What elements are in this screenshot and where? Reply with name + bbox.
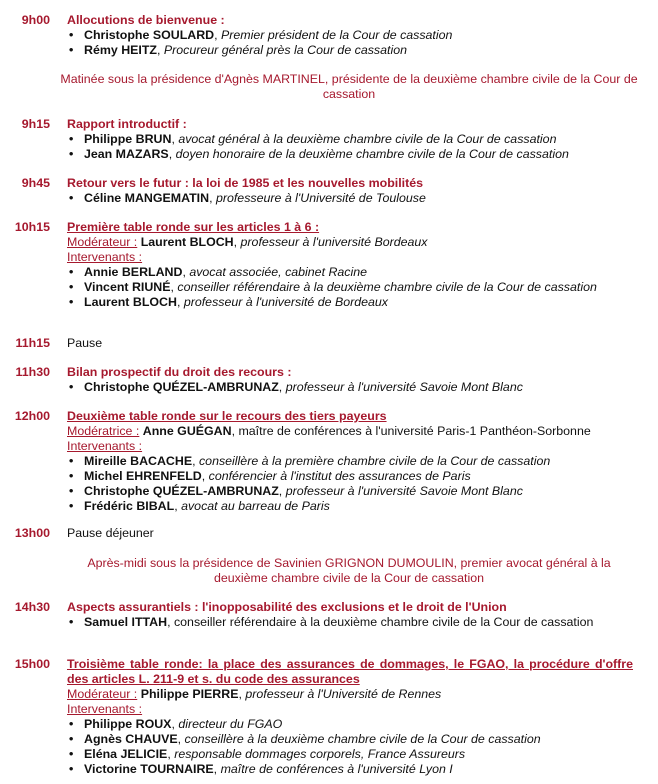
speaker: • Jean MAZARS, doyen honoraire de la deuxième chambre civile de la Cour de cassation [67,147,633,162]
speaker: • Eléna JELICIE, responsable dommages corporels, France Assureurs [67,747,633,762]
moderator-line: Modérateur : Laurent BLOCH, professeur à l'université Bordeaux [67,235,428,249]
item-title: Bilan prospectif du droit des recours : [67,365,292,379]
moderator-line: Modératrice : Anne GUÉGAN, maître de conférences à l'université Paris-1 Panthéon-Sorbonne [67,424,591,438]
item-title: Première table ronde sur les articles 1 à 6 : [67,220,320,234]
time-label: 11h30 [15,365,50,379]
item-title: Deuxième table ronde sur le recours des tiers payeurs [67,409,387,423]
speaker: • Philippe BRUN, avocat général à la deuxième chambre civile de la Cour de cassation [67,132,633,147]
session-afternoon: Après-midi sous la présidence de Savinien GRIGNON DUMOULIN, premier avocat général à la deuxième chambre civile de la Cour de cassation [87,556,611,585]
speaker: • Philippe ROUX, directeur du FGAO [67,717,633,732]
speaker-list [67,132,633,162]
item-title: Aspects assurantiels : l'inopposabilité des exclusions et le droit de l'Union [67,600,507,614]
time-label: 14h30 [14,600,50,614]
pause-text: Pause déjeuner [67,526,154,540]
speaker: • Christophe QUÉZEL-AMBRUNAZ, professeur à l'université Savoie Mont Blanc [67,484,633,499]
time-label: 10h15 [14,220,50,234]
time-label: 12h00 [14,409,50,423]
speaker: • Annie BERLAND, avocat associée, cabinet Racine [67,265,633,280]
speaker-list [67,454,633,514]
speaker: • Agnès CHAUVE, conseillère à la deuxième chambre civile de la Cour de cassation [67,732,633,747]
speaker-list [67,717,633,777]
speaker: • Victorine TOURNAIRE, maître de conférences à l'université Lyon I [67,762,633,777]
pause-text: Pause [67,336,103,350]
speaker-list [67,28,633,58]
speaker: • Laurent BLOCH, professeur à l'université de Bordeaux [67,295,633,310]
speaker: • Christophe SOULARD, Premier président de la Cour de cassation [67,28,633,43]
speakers-label: Intervenants : [67,439,143,453]
speaker: • Céline MANGEMATIN, professeure à l'Université de Toulouse [67,191,633,206]
speaker: • Samuel ITTAH, conseiller référendaire à la deuxième chambre civile de la Cour de cassation [67,615,633,630]
item-title: Rapport introductif : [67,117,187,131]
speaker: • Mireille BACACHE, conseillère à la première chambre civile de la Cour de cassation [67,454,633,469]
speaker-list [67,191,633,206]
time-label: 9h15 [21,117,50,131]
speaker-list [67,265,633,310]
speaker: • Frédéric BIBAL, avocat au barreau de Paris [67,499,633,514]
time-label: 15h00 [14,657,50,671]
speakers-label: Intervenants : [67,250,143,264]
moderator-line: Modérateur : Philippe PIERRE, professeur à l'Université de Rennes [67,687,442,701]
speaker: • Rémy HEITZ, Procureur général près la Cour de cassation [67,43,633,58]
item-title: Troisième table ronde: la place des assurances de dommages, le FGAO, la procédure d'offre des articles L. 211-9 et s. du code des assurances [67,657,633,686]
time-label: 9h00 [21,13,50,27]
speakers-label: Intervenants : [67,702,143,716]
time-label: 11h15 [15,336,50,350]
session-morning: Matinée sous la présidence d'Agnès MARTINEL, présidente de la deuxième chambre civile de la Cour de cassation [60,72,638,101]
speaker-list [67,380,633,395]
speaker-list [67,615,633,630]
speaker: • Michel EHRENFELD, conférencier à l'institut des assurances de Paris [67,469,633,484]
speaker: • Christophe QUÉZEL-AMBRUNAZ, professeur à l'université Savoie Mont Blanc [67,380,633,395]
speaker: • Vincent RIUNÉ, conseiller référendaire à la deuxième chambre civile de la Cour de cassation [67,280,633,295]
item-title: Allocutions de bienvenue : [67,13,225,27]
time-label: 13h00 [14,526,50,540]
item-title: Retour vers le futur : la loi de 1985 et les nouvelles mobilités [67,176,424,190]
time-label: 9h45 [21,176,50,190]
